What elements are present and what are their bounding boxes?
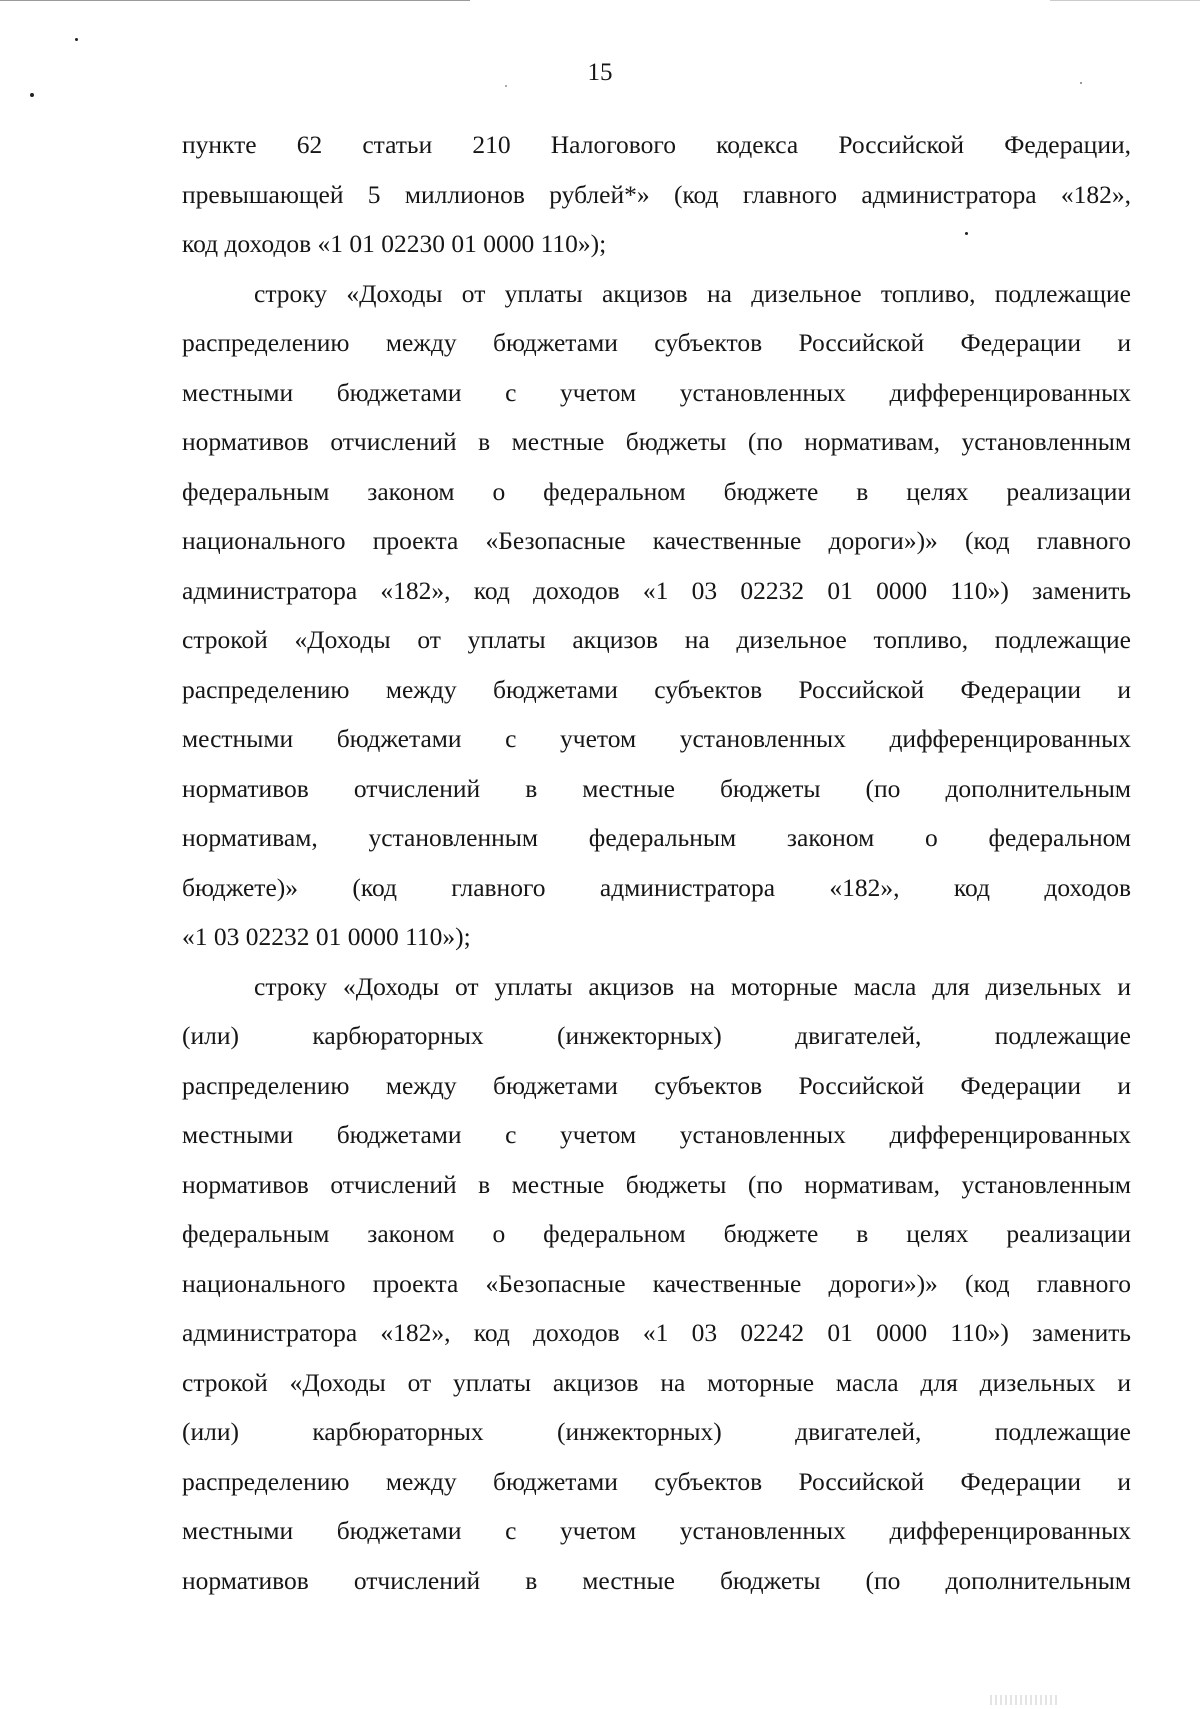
scan-corner-noise <box>990 1695 1060 1705</box>
text-line: нормативов отчислений в местные бюджеты (по дополнительным <box>182 773 1131 803</box>
text-line: распределению между бюджетами субъектов Российской Федерации и <box>182 674 1131 704</box>
scan-edge-line <box>0 0 470 1</box>
text-line: администратора «182», код доходов «1 03 02242 01 0000 110») заменить <box>182 1318 1131 1347</box>
text-line: пункте 62 статьи 210 Налогового кодекса Российской Федерации, <box>182 130 1131 159</box>
text-line: местными бюджетами с учетом установленных дифференцированных <box>182 1120 1131 1149</box>
text-line: национального проекта «Безопасные качественные дороги»)» (код главного <box>182 526 1131 555</box>
text-line: федеральным законом о федеральном бюджете в целях реализации <box>182 1219 1131 1248</box>
scan-speck <box>75 38 78 41</box>
paragraph-first-line: строку «Доходы от уплаты акцизов на моторные масла для дизельных и <box>254 971 1131 1001</box>
text-line: нормативов отчислений в местные бюджеты (по нормативам, установленным <box>182 1169 1131 1199</box>
text-line: превышающей 5 миллионов рублей*» (код главного администратора «182», <box>182 179 1131 209</box>
page-number: 15 <box>587 59 613 86</box>
text-line: местными бюджетами с учетом установленных дифференцированных <box>182 377 1131 407</box>
text-line: (или) карбюраторных (инжекторных) двигателей, подлежащие <box>182 1021 1131 1050</box>
text-line: местными бюджетами с учетом установленных дифференцированных <box>182 724 1131 753</box>
text-line: «1 03 02232 01 0000 110»); <box>182 922 471 951</box>
text-line: (или) карбюраторных (инжекторных) двигателей, подлежащие <box>182 1417 1131 1446</box>
text-line: нормативам, установленным федеральным законом о федеральном <box>182 823 1131 852</box>
paragraph-first-line: строку «Доходы от уплаты акцизов на дизельное топливо, подлежащие <box>254 278 1131 308</box>
text-line: распределению между бюджетами субъектов Российской Федерации и <box>182 1466 1131 1496</box>
scan-speck <box>30 93 34 97</box>
text-line: администратора «182», код доходов «1 03 02232 01 0000 110») заменить <box>182 575 1131 605</box>
text-line: строкой «Доходы от уплаты акцизов на дизельное топливо, подлежащие <box>182 625 1131 654</box>
text-line: распределению между бюджетами субъектов Российской Федерации и <box>182 328 1131 357</box>
text-line: нормативов отчислений в местные бюджеты (по нормативам, установленным <box>182 427 1131 456</box>
text-line: нормативов отчислений в местные бюджеты (по дополнительным <box>182 1565 1131 1595</box>
text-line: бюджете)» (код главного администратора «182», код доходов <box>182 872 1131 902</box>
text-line: местными бюджетами с учетом установленных дифференцированных <box>182 1516 1131 1545</box>
text-line: национального проекта «Безопасные качественные дороги»)» (код главного <box>182 1268 1131 1298</box>
scan-edge-line <box>1050 0 1200 1</box>
document-body <box>182 120 1131 1605</box>
text-line: распределению между бюджетами субъектов Российской Федерации и <box>182 1070 1131 1100</box>
text-line: код доходов «1 01 02230 01 0000 110»); <box>182 229 607 258</box>
text-line: федеральным законом о федеральном бюджете в целях реализации <box>182 476 1131 506</box>
text-line: строкой «Доходы от уплаты акцизов на моторные масла для дизельных и <box>182 1367 1131 1397</box>
